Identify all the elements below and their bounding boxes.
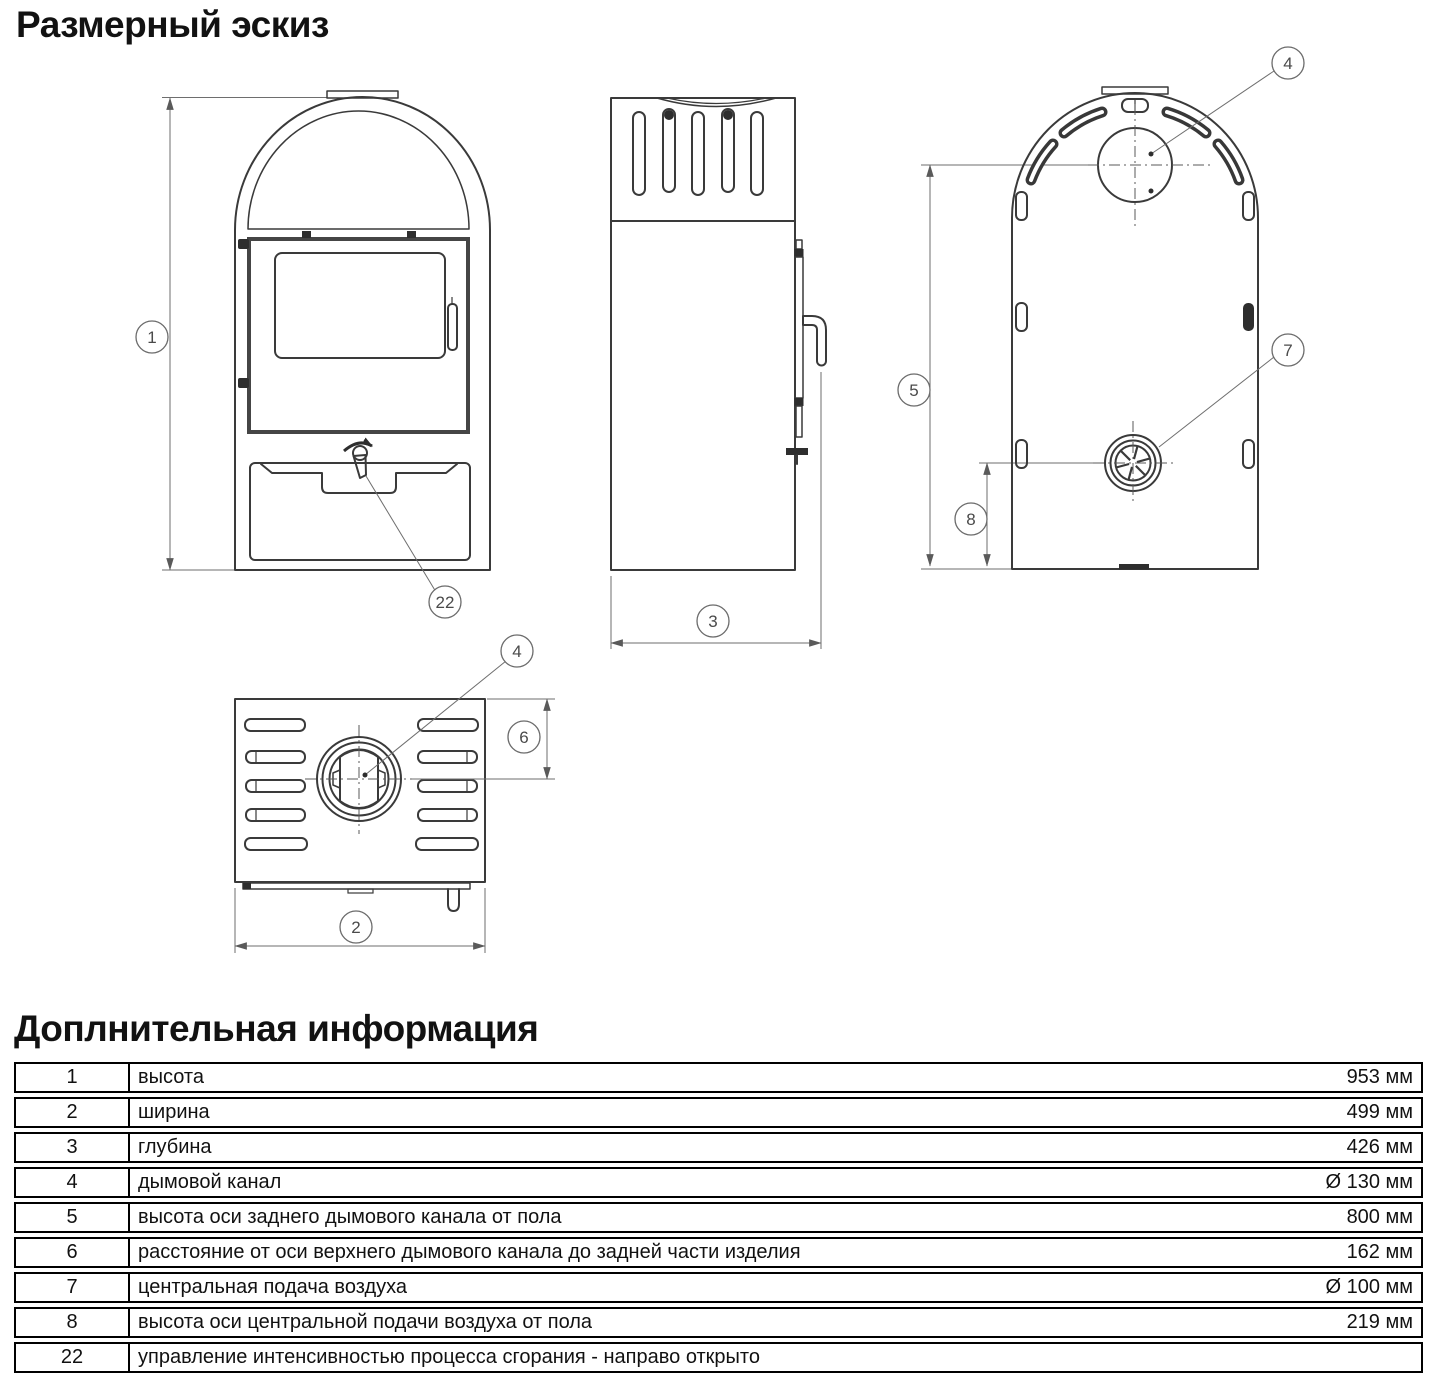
- table-row: [14, 1342, 1423, 1373]
- base-plate: [243, 883, 470, 911]
- dimension-air-height: [979, 463, 1093, 566]
- row-value: 426 мм: [1346, 1136, 1413, 1158]
- table-row: [14, 1202, 1423, 1233]
- row-value: 953 мм: [1346, 1066, 1413, 1088]
- row-number: 7: [16, 1274, 130, 1301]
- row-number: 5: [16, 1204, 130, 1231]
- callout-3-label: 3: [708, 612, 718, 631]
- section-title: Доплнительная информация: [14, 1008, 539, 1049]
- side-view: [611, 98, 826, 649]
- row-number: 1: [16, 1064, 130, 1091]
- top-view: [235, 635, 555, 953]
- side-pill-slots: [1016, 192, 1254, 468]
- back-panel-outline: [1012, 93, 1258, 569]
- dimension-height: [162, 98, 327, 571]
- callout-22-label: 22: [435, 593, 455, 612]
- top-flue-collar: [305, 725, 412, 834]
- hinge-bottom: [238, 378, 249, 388]
- back-view: [898, 47, 1304, 570]
- row-label: дымовой канал: [138, 1171, 282, 1193]
- stove-body-outline: [235, 97, 490, 570]
- door-frame: [249, 239, 468, 432]
- callout-4-top-label: 4: [512, 642, 522, 661]
- row-value: Ø 130 мм: [1325, 1171, 1413, 1193]
- row-number: 2: [16, 1099, 130, 1126]
- row-label: высота оси центральной подачи воздуха от пола: [138, 1311, 593, 1333]
- callout-2-label: 2: [351, 918, 361, 937]
- front-view: [136, 91, 490, 618]
- row-number: 22: [16, 1344, 130, 1371]
- row-number: 8: [16, 1309, 130, 1336]
- side-door-handle: [803, 316, 826, 366]
- top-vent-slots-left: [245, 719, 307, 850]
- row-label: центральная подача воздуха: [138, 1276, 408, 1298]
- door-handle: [448, 304, 457, 350]
- row-label: управление интенсивностью процесса сгорания - направо открыто: [138, 1346, 760, 1368]
- row-label: высота: [138, 1066, 204, 1088]
- row-number: 3: [16, 1134, 130, 1161]
- table-row: [14, 1237, 1423, 1268]
- row-number: 4: [16, 1169, 130, 1196]
- row-label: расстояние от оси верхнего дымового канала до задней части изделия: [138, 1241, 801, 1263]
- vent-slots: [633, 109, 763, 195]
- callout-4-back-label: 4: [1283, 54, 1293, 73]
- door-hinge-hardware: [786, 240, 826, 464]
- row-value: 499 мм: [1346, 1101, 1413, 1123]
- row-label: высота оси заднего дымового канала от пола: [138, 1206, 562, 1228]
- callout-7-label: 7: [1283, 341, 1293, 360]
- leader-line-7: [1159, 357, 1274, 447]
- rear-leg: [448, 889, 459, 911]
- dimension-flue-height: [921, 165, 1090, 569]
- row-number: 6: [16, 1239, 130, 1266]
- top-vent-slots-right: [416, 719, 478, 850]
- drawer-recess: [261, 464, 457, 493]
- leader-line-22: [366, 476, 436, 592]
- row-label: глубина: [138, 1136, 212, 1158]
- table-row: [14, 1307, 1423, 1338]
- row-value: 162 мм: [1346, 1241, 1413, 1263]
- central-air-inlet: [1093, 421, 1175, 505]
- table-row: [14, 1062, 1423, 1093]
- row-value: 219 мм: [1346, 1311, 1413, 1333]
- spec-table: [14, 1062, 1423, 1377]
- hinge-top: [238, 239, 249, 249]
- page-title: Размерный эскиз: [16, 4, 329, 45]
- table-row: [14, 1132, 1423, 1163]
- table-row: [14, 1167, 1423, 1198]
- top-body-outline: [235, 699, 485, 882]
- callout-8-label: 8: [966, 510, 976, 529]
- air-control-knob: [344, 443, 372, 478]
- table-row: [14, 1272, 1423, 1303]
- door-window: [275, 253, 445, 358]
- callout-5-label: 5: [909, 381, 919, 400]
- table-row: [14, 1097, 1423, 1128]
- row-value: 800 мм: [1346, 1206, 1413, 1228]
- callout-6-label: 6: [519, 728, 529, 747]
- row-label: ширина: [138, 1101, 210, 1123]
- callout-1-label: 1: [147, 328, 157, 347]
- row-value: Ø 100 мм: [1325, 1276, 1413, 1298]
